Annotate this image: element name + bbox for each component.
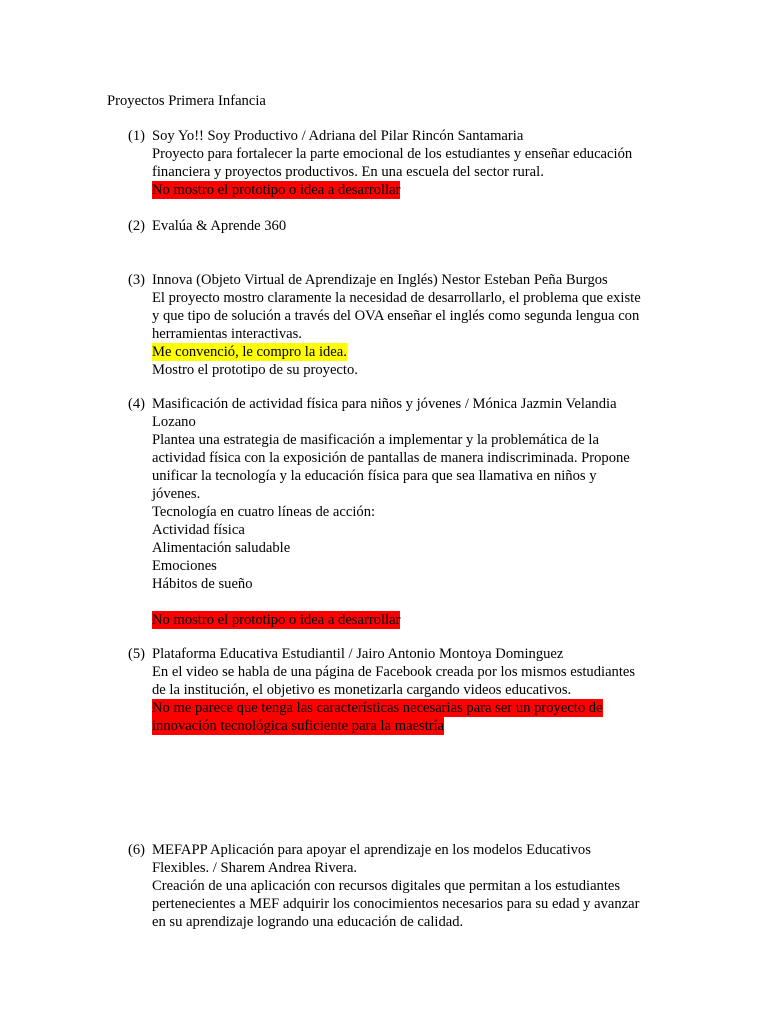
item-text: y que tipo de solución a través del OVA enseñar el inglés como segunda lengua con (152, 308, 640, 324)
highlight-red-note: No mostro el prototipo o idea a desarrollar (152, 182, 401, 198)
item-number: (2) (128, 218, 146, 234)
item-text: financiera y proyectos productivos. En una escuela del sector rural. (152, 164, 544, 180)
item-heading: Lozano (152, 414, 196, 430)
item-body (152, 645, 648, 735)
highlight-red-note: innovación tecnológica suficiente para la maestría (152, 718, 445, 734)
item-heading: Flexibles. / Sharem Andrea Rivera. (152, 860, 358, 876)
item-body (152, 841, 648, 931)
item-text: Mostro el prototipo de su proyecto. (152, 362, 358, 378)
item-heading: Soy Yo!! Soy Productivo / Adriana del Pilar Rincón Santamaria (152, 128, 524, 144)
item-text: Tecnología en cuatro líneas de acción: (152, 504, 376, 520)
item-number: (1) (128, 128, 146, 144)
item-number: (5) (128, 646, 146, 662)
item-number: (3) (128, 272, 146, 288)
list-entry: Emociones (152, 558, 217, 574)
item-number: (4) (128, 396, 146, 412)
item-text: jóvenes. (152, 486, 201, 502)
highlight-yellow-note: Me convenció, le compro la idea. (152, 344, 347, 360)
item-text: Proyecto para fortalecer la parte emocional de los estudiantes y enseñar educación (152, 146, 633, 162)
item-text: unificar la tecnología y la educación física para que sea llamativa en niños y (152, 468, 597, 484)
item-text: El proyecto mostro claramente la necesidad de desarrollarlo, el problema que existe (152, 290, 641, 306)
item-text: actividad física con la exposición de pantallas de manera indiscriminada. Propone (152, 450, 630, 466)
item-text: En el video se habla de una página de Facebook creada por los mismos estudiantes (152, 664, 636, 680)
item-body (152, 217, 648, 235)
item-text: Creación de una aplicación con recursos digitales que permitan a los estudiantes (152, 878, 621, 894)
item-text: pertenecientes a MEF adquirir los conocimientos necesarios para su edad y avanzar (152, 896, 640, 912)
item-text: herramientas interactivas. (152, 326, 302, 342)
item-text: en su aprendizaje logrando una educación de calidad. (152, 914, 464, 930)
item-text: de la institución, el objetivo es monetizarla cargando videos educativos. (152, 682, 572, 698)
item-text: Plantea una estrategia de masificación a implementar y la problemática de la (152, 432, 599, 448)
list-entry: Actividad física (152, 522, 245, 538)
item-body (152, 271, 648, 379)
item-heading: Masificación de actividad física para niños y jóvenes / Mónica Jazmin Velandia (152, 396, 617, 412)
list-entry: Hábitos de sueño (152, 576, 253, 592)
list-entry: Alimentación saludable (152, 540, 291, 556)
item-body (152, 395, 648, 629)
item-body (152, 127, 648, 199)
item-heading: Plataforma Educativa Estudiantil / Jairo Antonio Montoya Dominguez (152, 646, 564, 662)
item-heading: MEFAPP Aplicación para apoyar el aprendizaje en los modelos Educativos (152, 842, 591, 858)
item-heading: Evalúa & Aprende 360 (152, 218, 287, 234)
item-number: (6) (128, 842, 146, 858)
item-heading: Innova (Objeto Virtual de Aprendizaje en Inglés) Nestor Esteban Peña Burgos (152, 272, 608, 288)
highlight-red-note: No me parece que tenga las características necesarias para ser un proyecto de (152, 700, 603, 716)
highlight-red-note: No mostro el prototipo o idea a desarrollar (152, 612, 401, 628)
document-title: Proyectos Primera Infancia (107, 93, 266, 109)
